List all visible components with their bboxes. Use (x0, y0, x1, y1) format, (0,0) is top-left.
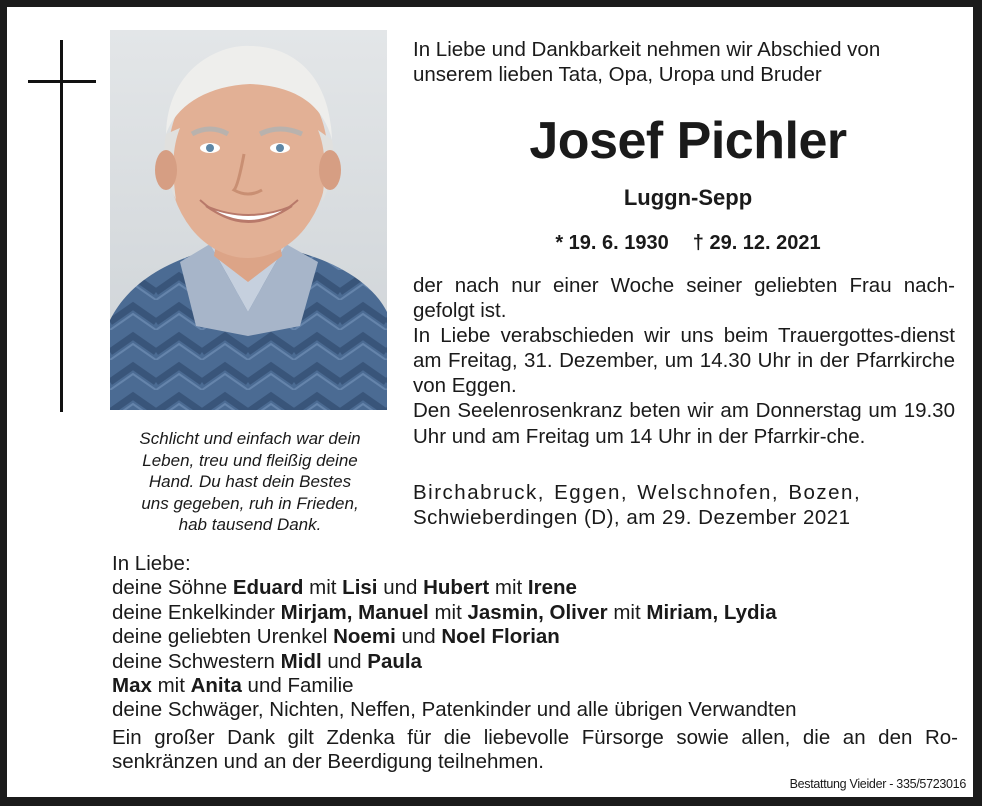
deceased-nickname: Luggn-Sepp (623, 185, 753, 210)
body-paragraph: der nach nur einer Woche seiner geliebten Frau nach-gefolgt ist. (413, 274, 955, 323)
mourner-name: Midl (280, 649, 322, 673)
thanks-text: Ein großer Dank gilt Zdenka für die liebevolle Fürsorge sowie allen, die an den Ro-senkränzen und an der Beerdigung teilnehmen. (112, 726, 958, 774)
mourner-row (112, 625, 962, 649)
portrait-photo (110, 30, 387, 410)
mourner-text: und (395, 625, 442, 649)
notice-body (413, 273, 955, 449)
places-line: Birchabruck, Eggen, Welschnofen, Bozen, (413, 481, 862, 504)
body-paragraph: In Liebe verabschieden wir uns beim Trauergottes-dienst am Freitag, 31. Dezember, um 14.30 Uhr in der Pfarrkirche von Eggen. (413, 324, 955, 398)
mourner-text: mit (428, 600, 468, 624)
mourner-name: Irene (527, 576, 577, 600)
places-and-date (413, 480, 955, 530)
mourner-text: und (321, 649, 368, 673)
mourner-text: deine Enkelkinder (112, 600, 281, 624)
mourner-text: mit (151, 674, 191, 698)
mourner-name: Miriam, Lydia (646, 600, 777, 624)
intro-text (413, 37, 963, 87)
mourner-text: deine geliebten Urenkel (112, 625, 334, 649)
mourner-name: Lisi (342, 576, 378, 600)
mourners-heading: In Liebe: (112, 552, 191, 575)
mourner-text: mit (489, 576, 528, 600)
mourner-name: Noemi (333, 625, 396, 649)
mourner-text: deine Söhne (112, 576, 233, 600)
cross-horizontal-bar (28, 80, 96, 83)
funeral-home-credit: Bestattung Vieider - 335/5723016 (789, 777, 966, 791)
intro-line: unserem lieben Tata, Opa, Uropa und Bruder (413, 63, 822, 86)
quote-line: hab tausend Dank. (178, 515, 322, 534)
mourner-name: Jasmin, Oliver (467, 600, 608, 624)
mourner-row (112, 650, 962, 674)
mourner-row (112, 576, 962, 600)
quote-line: uns gegeben, ruh in Frieden, (141, 493, 359, 513)
mourner-rows (112, 576, 962, 722)
mourner-name: Hubert (423, 576, 490, 600)
places-line: Schwieberdingen (D), am 29. Dezember 2021 (413, 506, 851, 529)
deceased-name: Josef Pichler (529, 112, 847, 170)
mourner-row (112, 674, 962, 698)
quote-line: Hand. Du hast dein Bestes (148, 472, 352, 491)
mourner-name: Mirjam, Manuel (280, 600, 429, 624)
mourner-text: und (377, 576, 424, 600)
life-dates (413, 230, 963, 256)
mourner-name: Anita (190, 674, 242, 698)
mourner-text: und Familie (241, 674, 354, 698)
mourner-text: mit (607, 600, 647, 624)
mourner-row (112, 698, 962, 722)
mourner-text: mit (303, 576, 343, 600)
body-paragraph: Den Seelenrosenkranz beten wir am Donnerstag um 19.30 Uhr und am Freitag um 14 Uhr in der Pfarrkir-che. (413, 399, 955, 448)
death-date: † 29. 12. 2021 (692, 232, 821, 254)
quote-line: Schlicht und einfach war dein (139, 429, 361, 448)
mourner-name: Eduard (232, 576, 304, 600)
cross-vertical-bar (60, 40, 63, 412)
mourners-list (112, 552, 962, 723)
portrait-illustration (110, 30, 387, 410)
mourner-name: Paula (367, 649, 422, 673)
memorial-quote (108, 428, 392, 536)
intro-line: In Liebe und Dankbarkeit nehmen wir Abschied von (413, 38, 881, 61)
mourner-name: Max (112, 674, 152, 698)
mourner-name: Noel Florian (441, 625, 560, 649)
mourner-text: deine Schwäger, Nichten, Neffen, Patenkinder und alle übrigen Verwandten (112, 698, 797, 722)
mourner-row (112, 601, 962, 625)
birth-date: * 19. 6. 1930 (555, 232, 669, 254)
mourner-text: deine Schwestern (112, 649, 281, 673)
quote-line: Leben, treu und fleißig deine (142, 450, 358, 470)
